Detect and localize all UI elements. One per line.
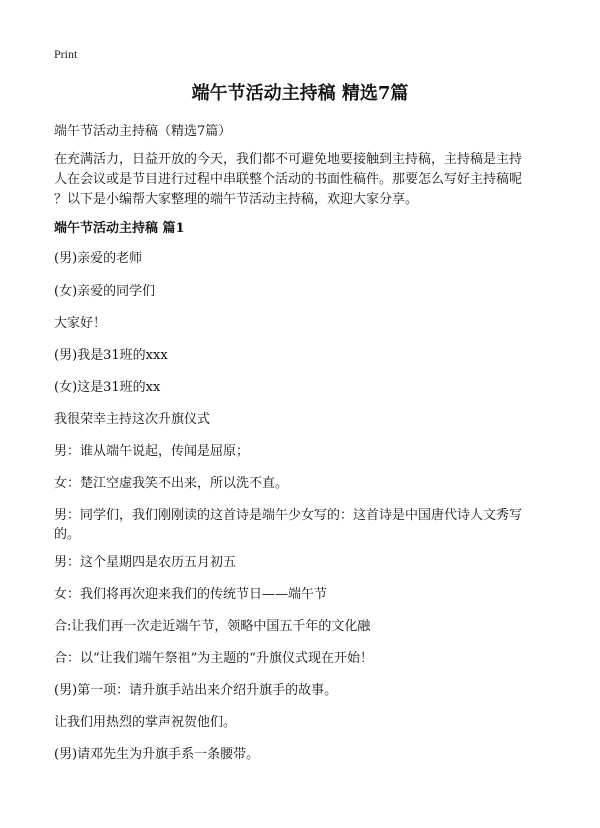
page-title: 端午节活动主持稿 精选7篇: [191, 83, 409, 104]
section-heading: 端午节活动主持稿 篇1: [54, 221, 185, 236]
script-line: (男)第一项：请升旗手站出来介绍升旗手的故事。: [54, 683, 338, 698]
script-line: [54, 506, 554, 544]
script-line: (男)亲爱的老师: [54, 251, 143, 266]
script-line: 让我们用热烈的掌声祝贺他们。: [54, 715, 237, 730]
script-line: 我很荣幸主持这次升旗仪式: [54, 412, 211, 427]
script-line: (女)这是31班的xx: [54, 380, 161, 395]
intro-line: ？以下是小编帮大家整理的端午节活动主持稿，欢迎大家分享。: [54, 192, 419, 207]
intro-paragraph: [54, 150, 554, 210]
script-line: (男)我是31班的xxx: [54, 348, 168, 363]
script-line-part: 男：同学们，我们刚刚读的这首诗是端午少女写的：这首诗是中国唐代诗人文秀写: [54, 508, 523, 523]
script-line: 男：这个星期四是农历五月初五: [54, 555, 237, 570]
script-line: (女)亲爱的同学们: [54, 284, 156, 299]
script-line: 男：谁从端午说起，传闻是屈原；: [54, 444, 250, 459]
script-line-part: 的。: [54, 527, 81, 542]
subtitle: 端午节活动主持稿（精选7篇）: [54, 124, 232, 139]
script-line: 女：楚江空虚我笑不出来，所以洗不直。: [54, 476, 289, 491]
script-line: 合：以“让我们端午祭祖”为主题的“升旗仪式现在开始！: [54, 651, 373, 666]
script-line: (男)请邓先生为升旗手系一条腰带。: [54, 747, 260, 762]
script-line: 女：我们将再次迎来我们的传统节日——端午节: [54, 587, 328, 602]
intro-line: 在充满活力，日益开放的今天，我们都不可避免地要接触到主持稿，主持稿是主持: [54, 152, 523, 167]
intro-line: 人在会议或是节目进行过程中串联整个活动的书面性稿件。那要怎么写好主持稿呢: [54, 172, 523, 187]
script-line: 大家好！: [54, 316, 107, 331]
script-line: 合:让我们再一次走近端午节，领略中国五千年的文化融: [54, 619, 371, 634]
print-link[interactable]: Print: [54, 47, 78, 61]
